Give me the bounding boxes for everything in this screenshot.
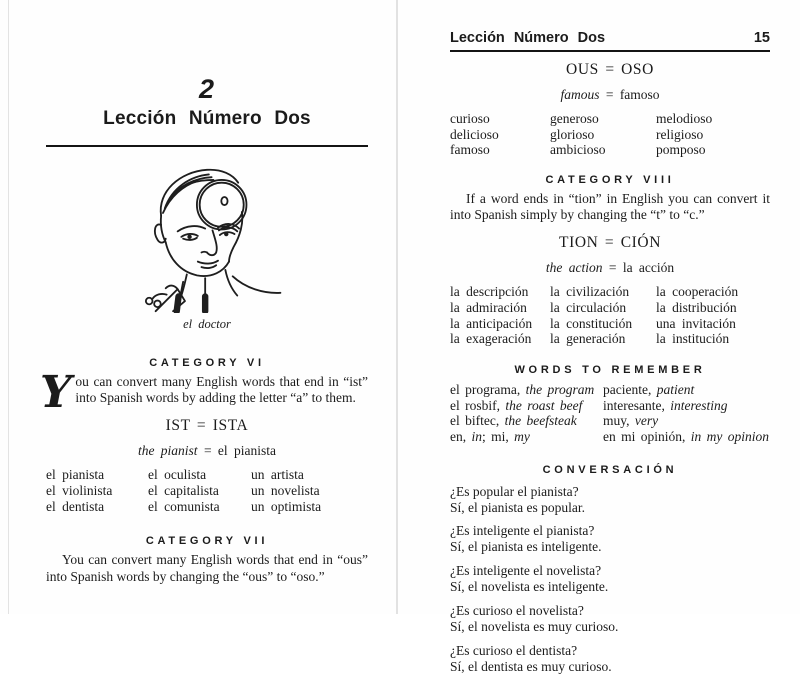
word-cell: el capitalista (148, 483, 219, 499)
right-page (450, 0, 770, 674)
pianist-example (46, 443, 368, 459)
word-cell: el oculista (148, 467, 207, 483)
lesson-title: Lección Número Dos (103, 108, 311, 129)
word-cell: la constitución (550, 315, 633, 331)
conversation-answer: Sí, el pianista es inteligente. (450, 539, 602, 555)
example-english: famous (560, 87, 600, 102)
conversation-pair (450, 484, 770, 516)
conversacion-heading: CONVERSACIÓN (542, 463, 678, 476)
vocab-entry: paciente, patient (603, 381, 695, 397)
example-english: the pianist (137, 443, 198, 459)
word-cell: glorioso (550, 126, 595, 142)
page-gutter-divider (396, 0, 398, 614)
conversation-pair (450, 643, 770, 675)
vocab-entry: el rosbif, the roast beef (450, 397, 583, 413)
cion-word-list (450, 284, 770, 347)
category-vi-heading: CATEGORY VI (149, 357, 265, 369)
conversation-list (450, 484, 770, 675)
word-cell: el dentista (46, 498, 105, 514)
example-spanish: = la acción (602, 260, 675, 276)
category-vi-paragraph (40, 367, 368, 418)
ista-word-list (46, 467, 368, 514)
action-example (450, 260, 770, 276)
oso-word-list (450, 111, 770, 158)
conversation-question: ¿Es popular el pianista? (450, 483, 579, 499)
word-cell: delicioso (450, 126, 499, 142)
vocab-entry: muy, very (603, 413, 659, 429)
vocab-entry: en mi opinión, in my opinion (603, 428, 769, 444)
category-viii-paragraph: If a word ends in “tion” in English you can convert it into Spanish simply by changing the “t” to “c.” (450, 190, 770, 223)
conversation-answer: Sí, el novelista es inteligente. (450, 579, 609, 595)
category-vi-paragraph-text: ou can convert many English words that end in “ist” into Spanish words by adding the letter “a” to them. (75, 374, 368, 406)
conversation-pair (450, 563, 770, 595)
vocab-entry: el biftec, the beefsteak (450, 413, 577, 429)
vocab-column-left (450, 382, 603, 445)
word-cell: pomposo (656, 142, 706, 158)
famous-example (450, 87, 770, 103)
word-cell: la distribución (656, 300, 737, 315)
word-cell: el comunista (148, 498, 220, 514)
vocab-entry: el programa, the program (450, 381, 595, 397)
conversation-answer: Sí, el novelista es muy curioso. (450, 619, 619, 635)
word-cell: un artista (251, 467, 304, 483)
ous-oso-equation: OUS = OSO (566, 61, 654, 78)
word-cell: la circulación (550, 300, 627, 315)
title-rule (46, 145, 368, 147)
illustration-caption: el doctor (183, 317, 231, 331)
word-cell: la admiración (450, 300, 527, 315)
word-cell: el pianista (46, 467, 105, 483)
word-cell: el violinista (46, 483, 113, 499)
word-cell: famoso (450, 142, 490, 158)
ist-ista-equation: IST = ISTA (165, 417, 249, 435)
tion-cion-equation: TION = CIÓN (559, 234, 661, 252)
word-cell: curioso (450, 111, 490, 126)
word-cell: la cooperación (656, 284, 739, 300)
conversation-pair (450, 523, 770, 555)
chapter-number: 2 (198, 74, 216, 104)
doctor-illustration (46, 157, 368, 315)
dropcap-y: Y (40, 367, 72, 418)
conversation-question: ¿Es inteligente el pianista? (450, 523, 595, 539)
conversation-question: ¿Es curioso el dentista? (450, 642, 578, 658)
word-cell: la anticipación (450, 315, 533, 331)
example-spanish: = el pianista (197, 443, 277, 459)
word-cell: una invitación (656, 315, 736, 331)
word-cell: la generación (550, 331, 626, 347)
example-english: the action (545, 260, 603, 276)
word-cell: melodioso (656, 111, 713, 126)
word-cell: la exageración (450, 331, 532, 347)
word-cell: un optimista (251, 498, 322, 514)
category-viii-heading: CATEGORY VIII (545, 173, 675, 186)
category-vii-paragraph: You can convert many English words that end in “ous” into Spanish words by changing the “ous” to “oso.” (46, 552, 368, 584)
running-head-title: Lección Número Dos (450, 30, 606, 46)
conversation-answer: Sí, el dentista es muy curioso. (450, 658, 612, 674)
doctor-line-drawing (123, 157, 291, 313)
word-cell: ambicioso (550, 142, 606, 158)
word-cell: la civilización (550, 284, 630, 300)
word-cell: la descripción (450, 284, 529, 300)
category-vii-heading: CATEGORY VII (145, 535, 269, 548)
vocab-entry: interesante, interesting (603, 397, 728, 413)
vocab-entry: en, in; mi, my (450, 428, 530, 444)
conversation-answer: Sí, el pianista es popular. (450, 499, 585, 515)
vocab-column-right (603, 382, 770, 445)
example-spanish: = famoso (599, 87, 660, 102)
words-to-remember-list (450, 382, 770, 445)
conversation-question: ¿Es inteligente el novelista? (450, 563, 602, 579)
conversation-pair (450, 603, 770, 635)
words-to-remember-heading: WORDS TO REMEMBER (514, 363, 706, 376)
word-cell: un novelista (251, 483, 320, 499)
running-head (450, 30, 770, 52)
conversation-question: ¿Es curioso el novelista? (450, 603, 584, 619)
page-number: 15 (753, 30, 770, 46)
word-cell: religioso (656, 126, 704, 142)
page-edge-line (8, 0, 9, 614)
left-page (40, 0, 368, 614)
word-cell: generoso (550, 111, 599, 126)
word-cell: la institución (656, 331, 730, 347)
